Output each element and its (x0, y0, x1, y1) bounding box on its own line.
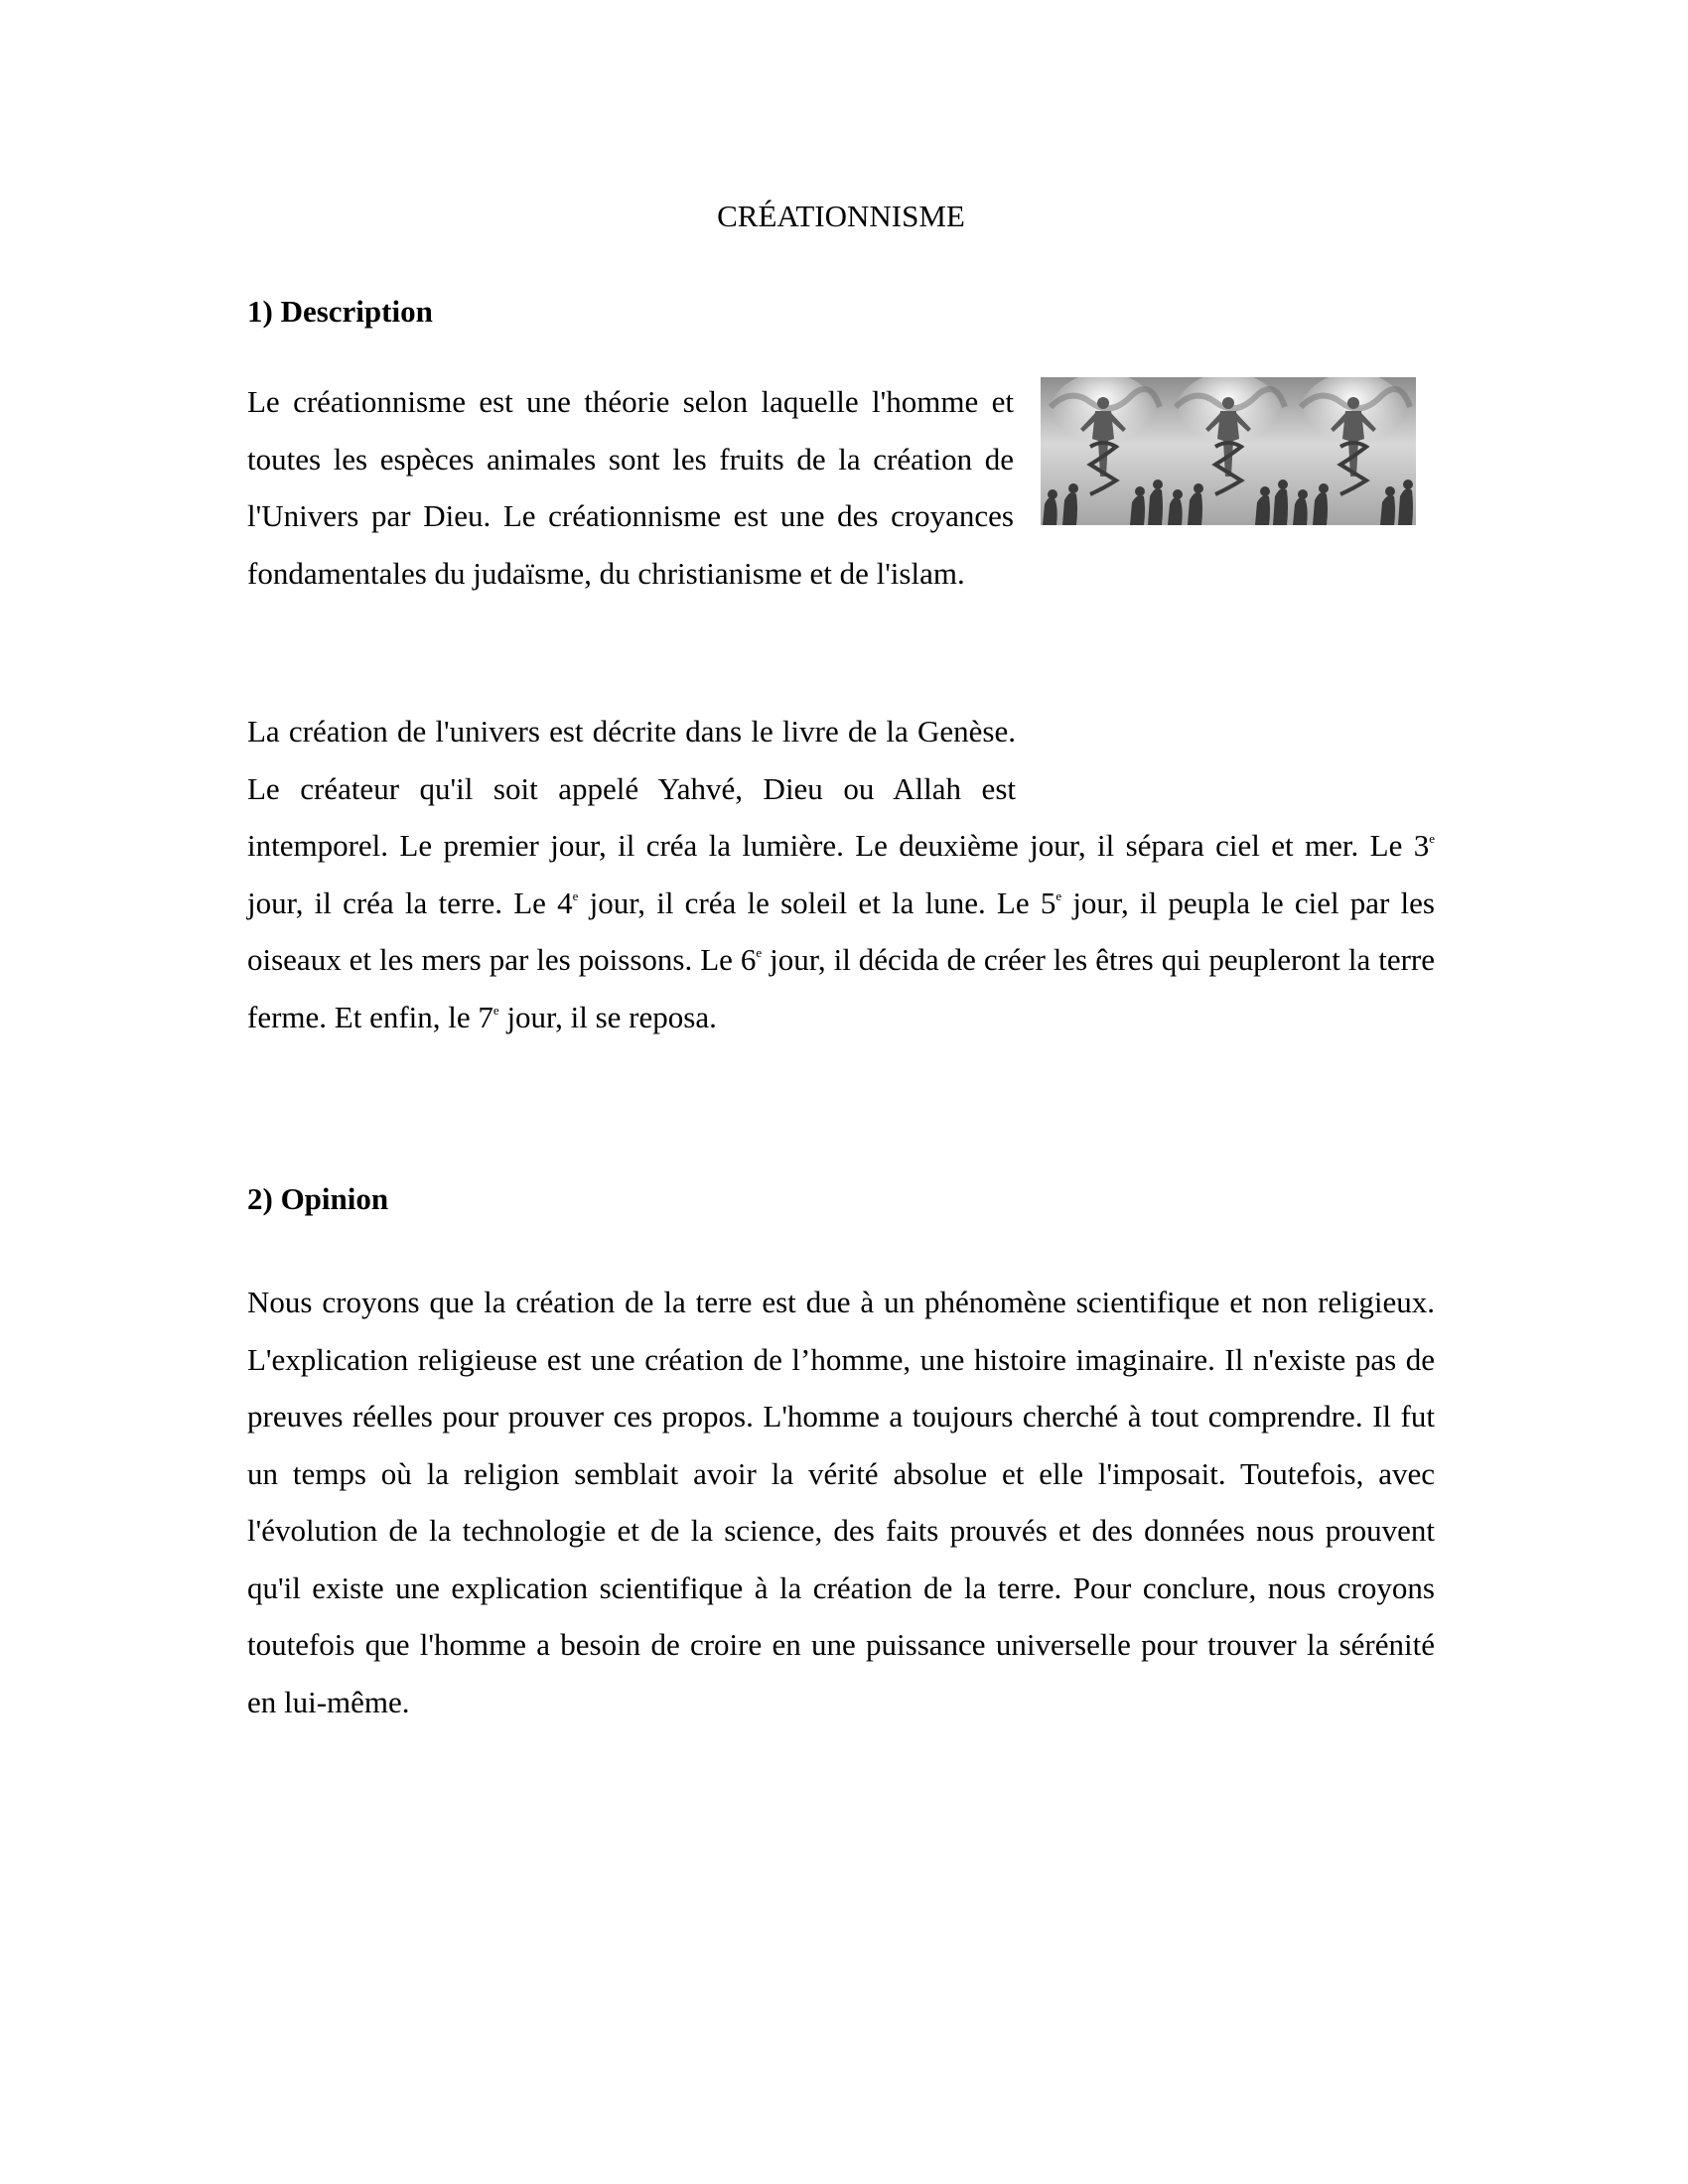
figure-wrap-spacer (1016, 703, 1435, 809)
superscript-e: e (492, 1002, 499, 1018)
superscript-e: e (756, 945, 763, 960)
page-title: CRÉATIONNISME (717, 199, 965, 233)
superscript-e: e (1055, 887, 1062, 903)
opinion-paragraph: Nous croyons que la création de la terre est due à un phénomène scientifique et non religieux. L'explication religieuse est une création de l’homme, une histoire imaginaire. Il n'existe pas de preuves réelles pour prouver ces propos. L'homme a toujours cherché à tout comprendre. Il fut un temps où la religion semblait avoir la vérité absolue et elle l'imposait. Toutefois, avec l'évolution de la technologie et de la science, des faits prouvés et des données nous prouvent qu'il existe une explication scientifique à la création de la terre. Pour conclure, nous croyons toutefois que l'homme a besoin de croire en une puissance universelle pour trouver la sérénité en lui-même. (247, 1285, 1435, 1719)
description-paragraph-2 (247, 703, 1435, 1045)
para2-text-4: jour, il peupla le ciel par les oiseaux et les mers par les poissons. Le 6 (247, 885, 1435, 977)
para2-text-3: jour, il créa le soleil et la lune. Le 5 (578, 885, 1056, 920)
para2-text-2: jour, il créa la terre. Le 4 (247, 885, 573, 920)
para2-text-6: jour, il se reposa. (498, 999, 717, 1034)
document-page (247, 0, 1435, 2184)
superscript-e: e (572, 887, 579, 903)
section-heading-opinion: 2) Opinion (247, 1181, 389, 1216)
description-paragraph-1: Le créationnisme est une théorie selon laquelle l'homme et toutes les espèces animales sont les fruits de la création de l'Univers par Dieu. Le créationnisme est une des croyances fondamentales du judaïsme, du christianisme et de l'islam. (247, 384, 1014, 591)
superscript-e: e (1429, 831, 1435, 846)
evolution-creation-illustration (1041, 377, 1416, 525)
section-heading-description: 1) Description (247, 294, 433, 329)
para2-text-5: jour, il décida de créer les êtres qui peupleront la terre ferme. Et enfin, le 7 (247, 942, 1436, 1034)
para2-text-1: La création de l'univers est décrite dans le livre de la Genèse. Le créateur qu'il soit appelé Yahvé, Dieu ou Allah est intemporel. Le premier jour, il créa la lumière. Le deuxième jour, il sépara ciel et mer. Le 3 (247, 714, 1430, 863)
